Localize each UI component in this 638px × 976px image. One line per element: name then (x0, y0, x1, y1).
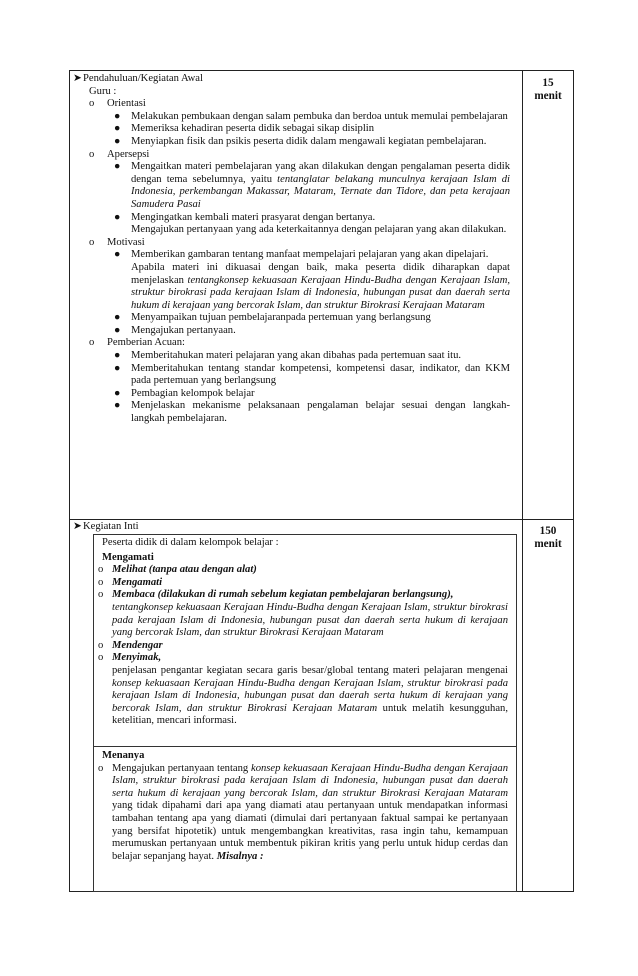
time-cell-pendahuluan (523, 77, 573, 103)
time-unit: menit (534, 90, 562, 102)
lesson-plan-table (69, 70, 574, 892)
list-item: ● Menjelaskan mekanisme pelaksanaan pengalaman belajar sesuai dengan langkah-langkah pembelajaran. (114, 400, 510, 425)
section-heading (69, 73, 522, 86)
heading-text: Pendahuluan/Kegiatan Awal (83, 73, 203, 84)
menanya-box (93, 746, 517, 892)
time-amount: 15 (542, 77, 554, 89)
intro-text: Peserta didik di dalam kelompok belajar : (102, 537, 279, 548)
list-item: ● Memeriksa kehadiran peserta didik sebagai sikap disiplin (114, 123, 374, 135)
list-item: ● Menyiapkan fisik dan psikis peserta didik dalam mengawali kegiatan pembelajaran. (114, 135, 487, 147)
section-pendahuluan (69, 73, 522, 426)
mengamati-title: Mengamati (102, 551, 154, 563)
list-item: ● Melakukan pembukaan dengan salam pembuka dan berdoa untuk memulai pembelajaran (114, 110, 508, 122)
column-divider (522, 70, 523, 892)
time-unit: menit (534, 538, 562, 550)
list-item: ● Memberitahukan tentang standar kompetensi, kompetensi dasar, indikator, dan KKM pada pertemuan yang berlangsung (114, 362, 510, 387)
heading-text: Kegiatan Inti (83, 521, 139, 532)
apersepsi-heading: o Apersepsi (89, 148, 150, 160)
guru-label: Guru : (89, 85, 117, 97)
section-heading-inti (69, 521, 139, 534)
list-item: ● Mengajukan pertanyaan. (114, 324, 236, 336)
list-item: o Mendengar (98, 639, 163, 651)
acuan-heading: o Pemberian Acuan: (89, 337, 185, 349)
list-item-description: penjelasan pengantar kegiatan secara garis besar/global tentang materi pelajaran mengenai konsep kekuasaan Kerajaan Hindu-Budha dengan Kerajaan Islam, struktur birokrasi pada kerajaan Islam di Indonesia, hubungan pusat dan daerah serta hukum di kerajaan yang bercorak Islam, dan struktur Birokrasi Kerajaan Mataram untuk melatih kesungguhan, ketelitian, mencari informasi. (112, 664, 508, 727)
list-item: o Melihat (tanpa atau dengan alat) (98, 564, 257, 576)
arrow-bullet-icon: ➤ (73, 521, 82, 532)
time-amount: 150 (539, 525, 557, 537)
orientasi-heading: o Orientasi (89, 98, 146, 110)
menanya-title: Menanya (102, 750, 145, 761)
list-item-continuation: Mengajukan pertanyaan yang ada keterkaitannya dengan pelajaran yang akan dilakukan. (131, 224, 507, 236)
list-item: ● Menyampaikan tujuan pembelajaranpada pertemuan yang berlangsung (114, 312, 431, 324)
list-item: ● Memberitahukan materi pelajaran yang akan dibahas pada pertemuan saat itu. (114, 350, 462, 362)
list-item: ● Pembagian kelompok belajar (114, 387, 255, 399)
list-item: ● Mengingatkan kembali materi prasyarat dengan bertanya. (114, 211, 376, 223)
list-item: o Mengamati (98, 576, 163, 588)
row-divider (69, 519, 574, 520)
list-item: o Membaca (dilakukan di rumah sebelum kegiatan pembelajaran berlangsung), (98, 589, 454, 601)
mengamati-box (93, 534, 517, 747)
time-cell-inti (523, 525, 573, 551)
list-item-description: tentangkonsep kekuasaan Kerajaan Hindu-Budha dengan Kerajaan Islam, struktur birokrasi pada kerajaan Islam di Indonesia, hubungan pusat dan daerah serta hukum di kerajaan yang bercorak Islam, dan struktur Birokrasi Kerajaan Mataram (112, 601, 508, 639)
arrow-bullet-icon: ➤ (73, 73, 82, 84)
list-item-continuation: Apabila materi ini dikuasai dengan baik, maka peserta didik diharapkan dapat menjelaskan tentangkonsep kekuasaan Kerajaan Hindu-Budha dengan Kerajaan Islam, struktur birokrasi pada kerajaan Islam di Indonesia, hubungan pusat dan daerah serta hukum di kerajaan yang bercorak Islam, dan struktur Birokrasi Kerajaan Mataram (131, 261, 510, 311)
list-item: o Mengajukan pertanyaan tentang konsep kekuasaan Kerajaan Hindu-Budha dengan Kerajaan Islam, struktur birokrasi pada kerajaan Islam di Indonesia, hubungan pusat dan daerah serta hukum di kerajaan yang bercorak Islam, dan struktur Birokrasi Kerajaan Mataram yang tidak dipahami dari apa yang diamati atau pertanyaan untuk mendapatkan informasi tambahan tentang apa yang diamati (dimulai dari pertanyaan faktual sampai ke pertanyaan yang bersifat hipotetik) untuk mengembangkan kreativitas, rasa ingin tahu, kemampuan merumuskan pertanyaan untuk membentuk pikiran kritis yang perlu untuk hidup cerdas dan belajar sepanjang hayat. Misalnya : (98, 762, 509, 862)
list-item: o Menyimak, (98, 652, 162, 664)
motivasi-heading: o Motivasi (89, 236, 145, 248)
list-item: ● Memberikan gambaran tentang manfaat mempelajari pelajaran yang akan dipelajari. (114, 249, 489, 261)
list-item: ● Mengaitkan materi pembelajaran yang akan dilakukan dengan pengalaman peserta didik dengan tema sebelumnya, yaitu tentanglatar belakang munculnya kerajaan Islam di Indonesia, perkembangan Makassar, Mataram, Ternate dan Tidore, dan peta kerajaan Samudera Pasai (114, 161, 510, 210)
